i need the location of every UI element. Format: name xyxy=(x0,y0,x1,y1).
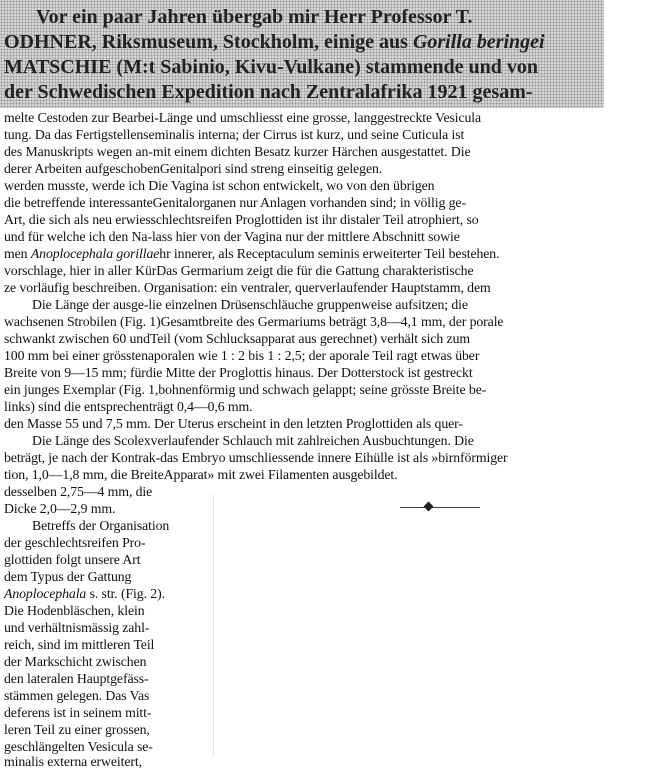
text-line: Dicke 2,0—2,9 mm. xyxy=(4,501,116,516)
text-line: des Manuskripts wegen an-mit einem dichten Besatz kurzer Härchen ausgestattet. Die xyxy=(4,144,471,159)
header-line: Vor ein paar Jahren übergab mir Herr Professor T. xyxy=(36,6,473,28)
text-line: men Anoplocephala gorillaehr innerer, als Receptaculum seminis erweiterter Teil bestehen. xyxy=(4,246,500,261)
header-line: ODHNER, Riksmuseum, Stockholm, einige aus Gorilla beringei xyxy=(4,31,545,53)
text-line: links) sind die entsprechenträgt 0,4—0,6 mm. xyxy=(4,399,253,414)
text-line: Die Hodenbläschen, klein xyxy=(4,603,145,618)
text-line: 100 mm bei einer grösstenaporalen wie 1 : 2 bis 1 : 2,5; der aporale Teil ragt etwas über xyxy=(4,348,480,363)
text-line: und für welche ich den Na-lass hier von der Vagina nur der mittlere Abschnitt sowie xyxy=(4,229,460,244)
column-edge xyxy=(213,494,214,756)
header-line: der Schwedischen Expedition nach Zentralafrika 1921 gesam- xyxy=(4,81,533,103)
text-line: Breite von 9—15 mm; fürdie Mitte der Proglottis hinaus. Der Dotterstock ist gestreckt xyxy=(4,365,473,380)
text-line: deferens ist in seinem mitt- xyxy=(4,705,152,720)
text-line: minalis externa erweitert, xyxy=(4,754,142,769)
separator-line xyxy=(400,507,480,508)
text-line: die betreffende interessanteGenitalorganen nur Anlagen vorhanden sind; in völlig ge- xyxy=(4,195,466,210)
text-line: Anoplocephala s. str. (Fig. 2). xyxy=(4,586,165,601)
text-line: wachsenen Strobilen (Fig. 1)Gesamtbreite des Germariums beträgt 3,8—4,1 mm, der porale xyxy=(4,314,504,329)
diamond-ornament-icon xyxy=(424,502,434,512)
text-line: und verhältnismässig zahl- xyxy=(4,620,150,635)
text-line: vorschlage, hier in aller KürDas Germarium zeigt die für die Gattung charakteristische xyxy=(4,263,474,278)
text-line: melte Cestoden zur Bearbei-Länge und umschliesst eine grosse, langgestreckte Vesicula xyxy=(4,110,482,125)
text-line: glottiden folgt unsere Art xyxy=(4,552,141,567)
text-line: dem Typus der Gattung xyxy=(4,569,132,584)
text-line: Betreffs der Organisation xyxy=(32,518,170,533)
text-line: der geschlechtsreifen Pro- xyxy=(4,535,146,550)
text-line: tung. Da das Fertigstellenseminalis interna; der Cirrus ist kurz, und seine Cuticula ist xyxy=(4,127,465,142)
text-line: beträgt, je nach der Kontrak-das Embryo umschliessende innere Eihülle ist als »birnförmiger xyxy=(4,450,508,465)
text-line: leren Teil zu einer grossen, xyxy=(4,722,150,737)
text-line: stämmen gelegen. Das Vas xyxy=(4,688,150,703)
text-line: den Masse 55 und 7,5 mm. Der Uterus erscheint in den letzten Proglottiden als quer- xyxy=(4,416,463,431)
text-line: den lateralen Hauptgefäss- xyxy=(4,671,149,686)
text-line: derer Arbeiten aufgeschobenGenitalpori sind streng einseitig gelegen. xyxy=(4,161,383,176)
text-line: desselben 2,75—4 mm, die xyxy=(4,484,153,499)
text-line: tion, 1,0—1,8 mm, die BreiteApparat» mit zwei Filamenten ausgebildet. xyxy=(4,467,398,482)
text-line: reich, sind im mittleren Teil xyxy=(4,637,155,652)
text-line: der Markschicht zwischen xyxy=(4,654,147,669)
text-line: Die Länge der ausge-lie einzelnen Drüsenschläuche gruppenweise aufsitzen; die xyxy=(32,297,468,312)
text-line: geschlängelten Vesicula se- xyxy=(4,739,153,754)
text-line: werden musste, werde ich Die Vagina ist schon entwickelt, wo von den übrigen xyxy=(4,178,435,193)
text-line: ein junges Exemplar (Fig. 1,bohnenförmig und schwach gelappt; seine grösste Breite be- xyxy=(4,382,487,397)
text-line: schwankt zwischen 60 undTeil (vom Schlucksapparat aus gerechnet) verhält sich zum xyxy=(4,331,471,346)
text-line: Art, die sich als neu erwiesschlechtsreifen Proglottiden ist ihr distaler Teil atrophiert, so xyxy=(4,212,479,227)
header-line: MATSCHIE (M:t Sabinio, Kivu-Vulkane) stammende und von xyxy=(4,56,538,78)
text-line: ze vorläufig beschreiben. Organisation: ein ventraler, querverlaufender Hauptstamm, dem xyxy=(4,280,491,295)
text-line: Die Länge des Scolexverlaufender Schlauch mit zahlreichen Ausbuchtungen. Die xyxy=(32,433,474,448)
